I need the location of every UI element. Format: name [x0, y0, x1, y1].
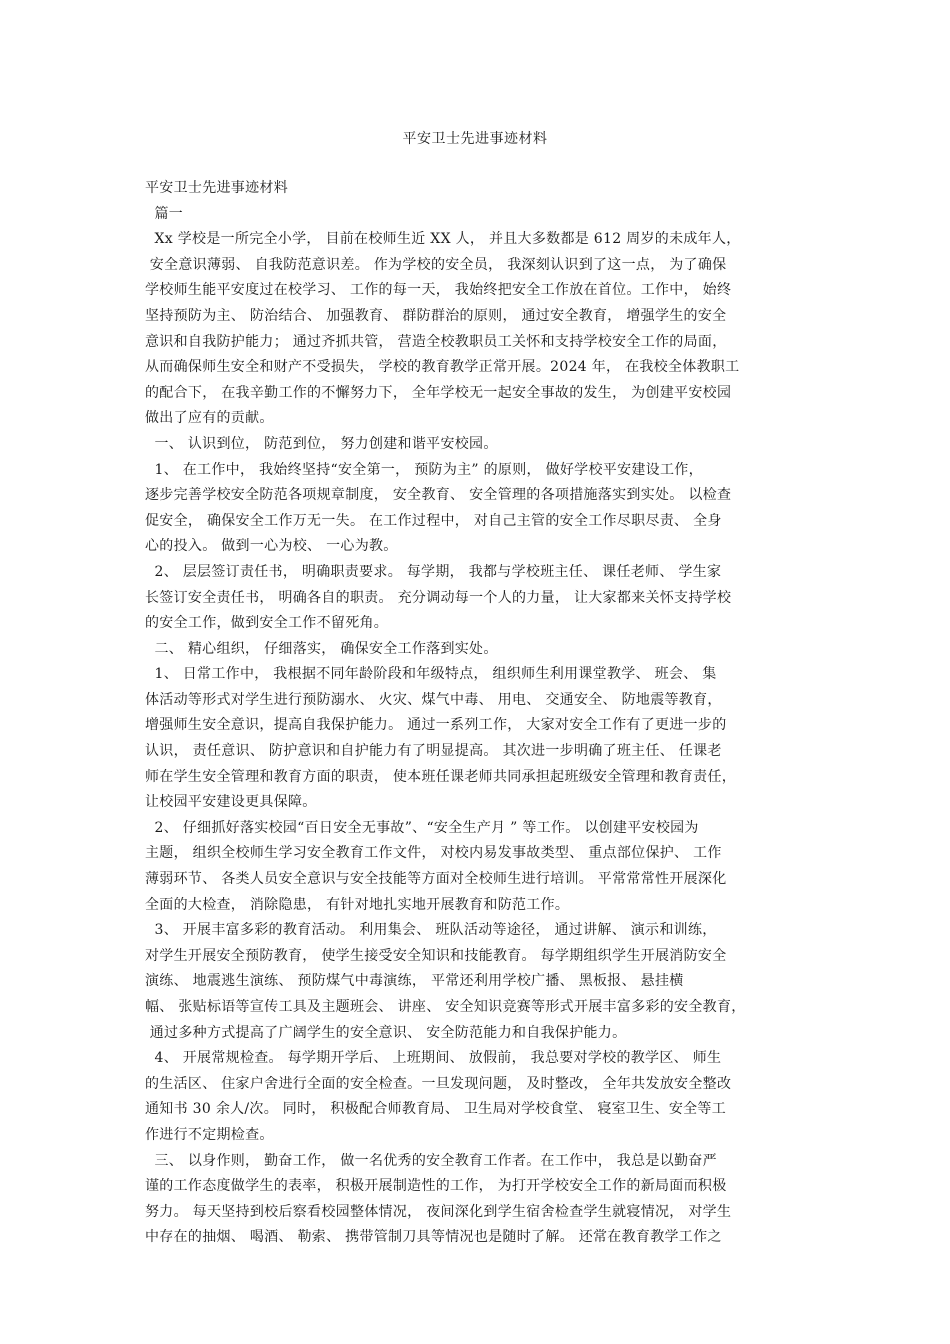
- body-line: 心的投入。 做到一心为校、 一心为教。: [145, 538, 398, 555]
- body-line: 谨的工作态度做学生的表率， 积极开展制造性的工作， 为打开学校安全工作的新局面而积极: [145, 1178, 727, 1195]
- body-line: 2、 仔细抓好落实校园“百日安全无事故”、“安全生产月 ” 等工作。 以创建平安校园为: [145, 819, 699, 836]
- body-line: 的配合下， 在我辛勤工作的不懈努力下， 全年学校无一起安全事故的发生， 为创建平安校园: [145, 384, 732, 401]
- document-title: 平安卫士先进事迹材料: [402, 131, 548, 147]
- body-line: 体活动等形式对学生进行预防溺水、 火灾、煤气中毒、 用电、 交通安全、 防地震等教育，: [145, 691, 722, 708]
- body-line: 努力。 每天坚持到校后察看校园整体情况， 夜间深化到学生宿舍检查学生就寝情况， 对学生: [145, 1203, 732, 1220]
- body-line: 作进行不定期检查。: [145, 1126, 274, 1143]
- body-line: 平安卫士先进事迹材料: [145, 180, 288, 196]
- body-line: 通过多种方式提高了广阔学生的安全意识、 安全防范能力和自我保护能力。: [145, 1024, 627, 1041]
- body-line: 一、 认识到位， 防范到位， 努力创建和谐平安校园。: [145, 435, 498, 452]
- body-line: 意识和自我防护能力； 通过齐抓共管， 营造全校教职员工关怀和支持学校安全工作的局面，: [145, 333, 727, 350]
- body-line: 中存在的抽烟、 喝酒、 勒索、 携带管制刀具等情况也是随时了解。 还常在教育教学工作之: [145, 1229, 722, 1246]
- body-line: 4、 开展常规检查。 每学期开学后、 上班期间、 放假前， 我总要对学校的教学区、 师生: [145, 1050, 722, 1067]
- document-body: [145, 176, 815, 1251]
- body-line: 安全意识薄弱、 自我防范意识差。 作为学校的安全员， 我深刻认识到了这一点， 为了确保: [145, 256, 727, 273]
- body-line: 做出了应有的贡献。: [145, 410, 274, 427]
- body-line: 逐步完善学校安全防范各项规章制度， 安全教育、 安全管理的各项措施落实到实处。 以检查: [145, 487, 732, 504]
- body-line: 幅、 张贴标语等宣传工具及主题班会、 讲座、 安全知识竞赛等形式开展丰富多彩的安全教育，: [145, 999, 746, 1015]
- body-line: 1、 日常工作中， 我根据不同年龄阶段和年级特点， 组织师生利用课堂教学、 班会、 集: [145, 666, 717, 683]
- body-line: 的生活区、 住家户舍进行全面的安全检查。一旦发现问题， 及时整改， 全年共发放安全整改: [145, 1075, 732, 1092]
- body-line: 学校师生能平安度过在校学习、 工作的每一天， 我始终把安全工作放在首位。工作中， 始终: [145, 282, 732, 299]
- body-line: 2、 层层签订责任书， 明确职责要求。 每学期， 我都与学校班主任、 课任老师、 学生家: [145, 563, 722, 580]
- body-line: 让校园平安建设更具保障。: [145, 794, 317, 811]
- body-line: 3、 开展丰富多彩的教育活动。 利用集会、 班队活动等途径， 通过讲解、 演示和训练，: [145, 922, 717, 939]
- body-line: 长签订安全责任书， 明确各自的职责。 充分调动每一个人的力量， 让大家都来关怀支持学校: [145, 589, 732, 606]
- body-line: Xx 学校是一所完全小学， 目前在校师生近 XX 人， 并且大多数都是 612 周岁的未成年人，: [145, 231, 741, 248]
- body-line: 认识， 责任意识、 防护意识和自护能力有了明显提高。 其次进一步明确了班主任、 任课老: [145, 743, 722, 760]
- body-line: 增强师生安全意识，提高自我保护能力。 通过一系列工作， 大家对安全工作有了更进一步的: [145, 717, 727, 734]
- body-line: 师在学生安全管理和教育方面的职责， 使本班任课老师共同承担起班级安全管理和教育责任，: [145, 768, 737, 785]
- body-line: 演练、 地震逃生演练、 预防煤气中毒演练， 平常还利用学校广播、 黑板报、 悬挂横: [145, 973, 684, 990]
- body-line: 篇一: [145, 205, 184, 222]
- body-line: 对学生开展安全预防教育， 使学生接受安全知识和技能教育。 每学期组织学生开展消防安全: [145, 947, 727, 964]
- body-line: 二、 精心组织， 仔细落实， 确保安全工作落到实处。: [145, 640, 498, 657]
- body-line: 薄弱环节、 各类人员安全意识与安全技能等方面对全校师生进行培训。 平常常常性开展深化: [145, 871, 727, 888]
- body-line: 全面的大检查， 消除隐患， 有针对地扎实地开展教育和防范工作。: [145, 896, 570, 913]
- body-line: 1、 在工作中， 我始终坚持“安全第一， 预防为主” 的原则， 做好学校平安建设工作，: [145, 461, 703, 478]
- body-line: 通知书 30 余人/次。 同时， 积极配合师教育局、 卫生局对学校食堂、 寝室卫生、安全等工: [145, 1101, 727, 1118]
- body-line: 促安全， 确保安全工作万无一失。 在工作过程中， 对自己主管的安全工作尽职尽责、 全身: [145, 512, 722, 529]
- body-line: 坚持预防为主、 防治结合、 加强教育、 群防群治的原则， 通过安全教育， 增强学生的安全: [145, 307, 727, 324]
- body-line: 三、 以身作则， 勤奋工作， 做一名优秀的安全教育工作者。在工作中， 我总是以勤奋严: [145, 1152, 717, 1169]
- body-line: 主题， 组织全校师生学习安全教育工作文件， 对校内易发事故类型、 重点部位保护、 工作: [145, 845, 722, 862]
- body-line: 的安全工作，做到安全工作不留死角。: [145, 615, 389, 632]
- body-line: 从而确保师生安全和财产不受损失， 学校的教育教学正常开展。2024 年， 在我校全体教职工: [145, 359, 740, 376]
